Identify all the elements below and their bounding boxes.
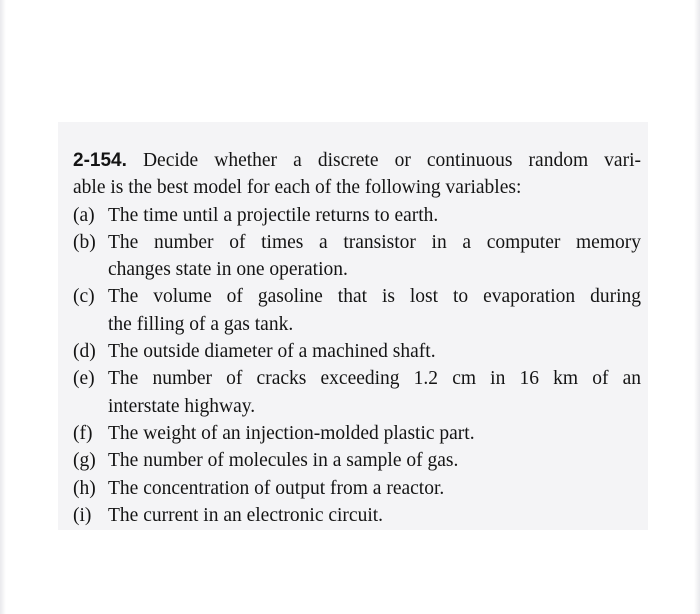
list-item-h xyxy=(73,475,641,502)
item-text: The volume of gasoline that is lost to evaporation during xyxy=(108,286,641,308)
list-item-f xyxy=(73,420,641,447)
list-item-a xyxy=(73,202,641,229)
item-label: (f) xyxy=(73,422,93,444)
item-text-continued: interstate highway. xyxy=(108,395,256,417)
item-text: The time until a projectile returns to earth. xyxy=(108,204,439,226)
list-item-g xyxy=(73,447,641,474)
item-text: The number of times a transistor in a computer memory xyxy=(108,231,641,253)
item-label: (d) xyxy=(73,341,96,363)
item-label: (b) xyxy=(73,231,96,253)
item-text: The number of cracks exceeding 1.2 cm in 16 km of an xyxy=(108,368,641,390)
exercise-number: 2-154. xyxy=(73,150,127,171)
item-text-continued: changes state in one operation. xyxy=(108,259,348,281)
item-text: The outside diameter of a machined shaft. xyxy=(108,341,436,363)
item-label: (i) xyxy=(73,504,92,526)
list-item-e xyxy=(73,365,641,420)
intro-line-2: able is the best model for each of the following variables: xyxy=(73,177,522,199)
intro-text-1: Decide whether a discrete or continuous random vari- xyxy=(142,150,641,171)
item-text: The weight of an injection-molded plastic part. xyxy=(108,422,475,444)
left-edge-shadow xyxy=(0,0,6,614)
item-label: (e) xyxy=(73,368,95,390)
list-item-c xyxy=(73,283,641,338)
item-label: (c) xyxy=(73,286,95,308)
right-edge-shadow xyxy=(694,0,700,614)
exercise-block xyxy=(73,147,641,529)
item-label: (g) xyxy=(73,450,96,472)
item-label: (a) xyxy=(73,204,95,226)
item-text-continued: the filling of a gas tank. xyxy=(108,313,294,335)
item-text: The number of molecules in a sample of gas. xyxy=(108,450,459,472)
item-text: The concentration of output from a reactor. xyxy=(108,477,445,499)
item-label: (h) xyxy=(73,477,96,499)
item-text: The current in an electronic circuit. xyxy=(108,504,384,526)
list-item-i xyxy=(73,502,641,529)
list-item-b xyxy=(73,229,641,284)
list-item-d xyxy=(73,338,641,365)
intro-line-1 xyxy=(73,147,641,174)
